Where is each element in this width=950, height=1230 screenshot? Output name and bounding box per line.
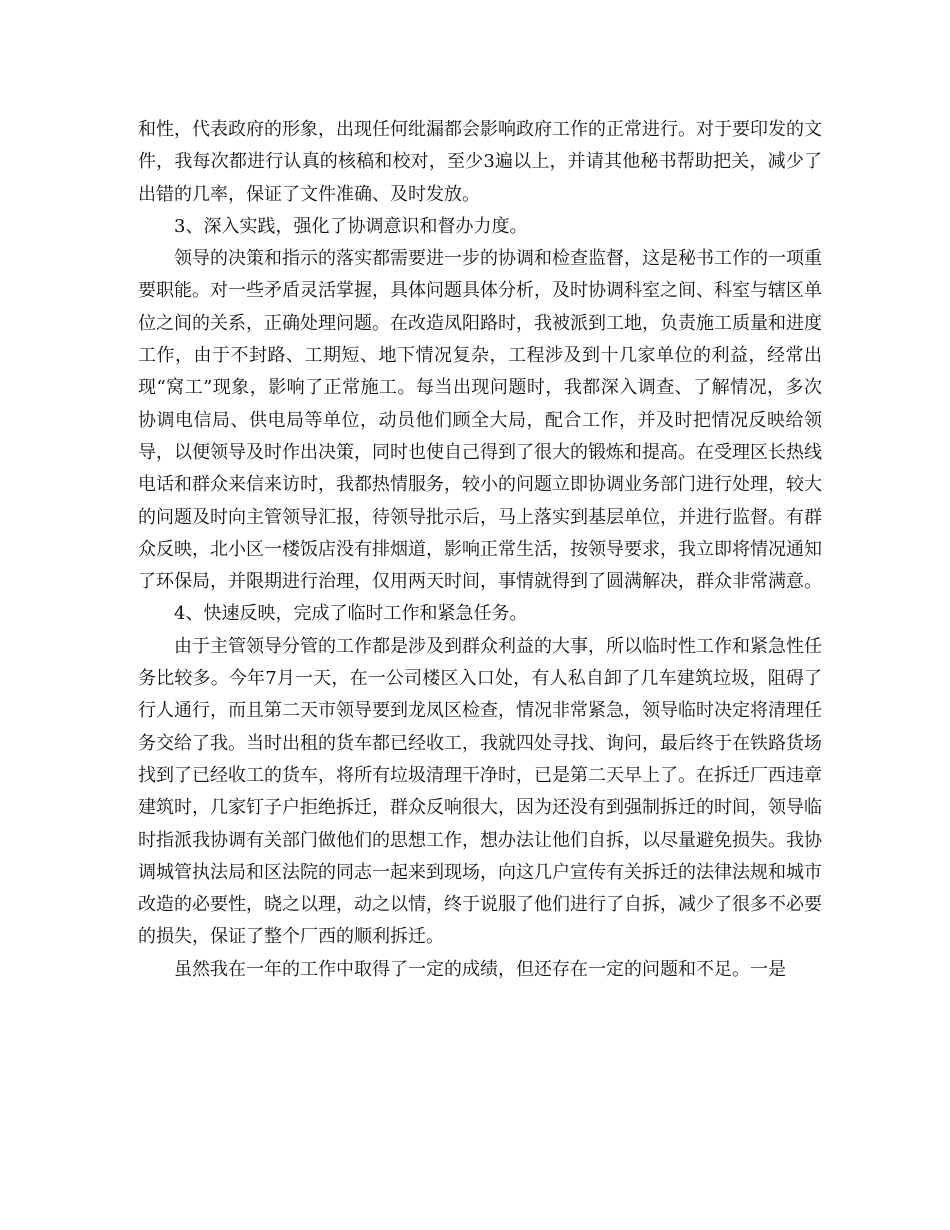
paragraph-urgent-tasks: 由于主管领导分管的工作都是涉及到群众利益的大事，所以临时性工作和紧急性任务比较多。今年7月一天，在一公司楼区入口处，有人私自卸了几车建筑垃圾，阻碍了行人通行，而且第二天市领导要到龙凤区检查，情况非常紧急，领导临时决定将清理任务交给了我。当时出租的货车都已经收工，我就四处寻找、询问，最后终于在铁路货场找到了已经收工的货车，将所有垃圾清理干净时，已是第二天早上了。在拆迁厂西违章建筑时，几家钉子户拒绝拆迁，群众反响很大，因为还没有到强制拆迁的时间，领导临时指派我协调有关部门做他们的思想工作，想办法让他们自拆，以尽量避免损失。我协调城管执法局和区法院的同志一起来到现场，向这几户宣传有关拆迁的法律法规和城市改造的必要性，晓之以理，动之以情，终于说服了他们进行了自拆，减少了很多不必要的损失，保证了整个厂西的顺利拆迁。: [138, 635, 822, 948]
paragraph-shortcomings: 虽然我在一年的工作中取得了一定的成绩，但还存在一定的问题和不足。一是: [174, 958, 786, 980]
paragraph-coordination: 领导的决策和指示的落实都需要进一步的协调和检查监督，这是秘书工作的一项重要职能。对一些矛盾灵活掌握，具体问题具体分析，及时协调科室之间、科室与辖区单位之间的关系，正确处理问题。在改造凤阳路时，我被派到工地，负责施工质量和进度工作，由于不封路、工期短、地下情况复杂，工程涉及到十几家单位的利益，经常出现“窝工”现象，影响了正常施工。每当出现问题时，我都深入调查、了解情况，多次协调电信局、供电局等单位，动员他们顾全大局，配合工作，并及时把情况反映给领导，以便领导及时作出决策，同时也使自己得到了很大的锻炼和提高。在受理区长热线电话和群众来信来访时，我都热情服务，较小的问题立即协调业务部门进行处理，较大的问题及时向主管领导汇报，待领导批示后，马上落实到基层单位，并进行监督。有群众反映，北小区一楼饭店没有排烟道，影响正常生活，按领导要求，我立即将情况通知了环保局，并限期进行治理，仅用两天时间，事情就得到了圆满解决，群众非常满意。: [138, 248, 822, 593]
section-heading-3: 3、深入实践，强化了协调意识和督办力度。: [174, 215, 528, 237]
section-heading-4: 4、快速反映，完成了临时工作和紧急任务。: [174, 603, 528, 625]
paragraph-continuation: 和性，代表政府的形象，出现任何纰漏都会影响政府工作的正常进行。对于要印发的文件，我每次都进行认真的核稿和校对，至少3遍以上，并请其他秘书帮助把关，减少了出错的几率，保证了文件准确、及时发放。: [138, 119, 822, 205]
document-body: [138, 114, 822, 986]
